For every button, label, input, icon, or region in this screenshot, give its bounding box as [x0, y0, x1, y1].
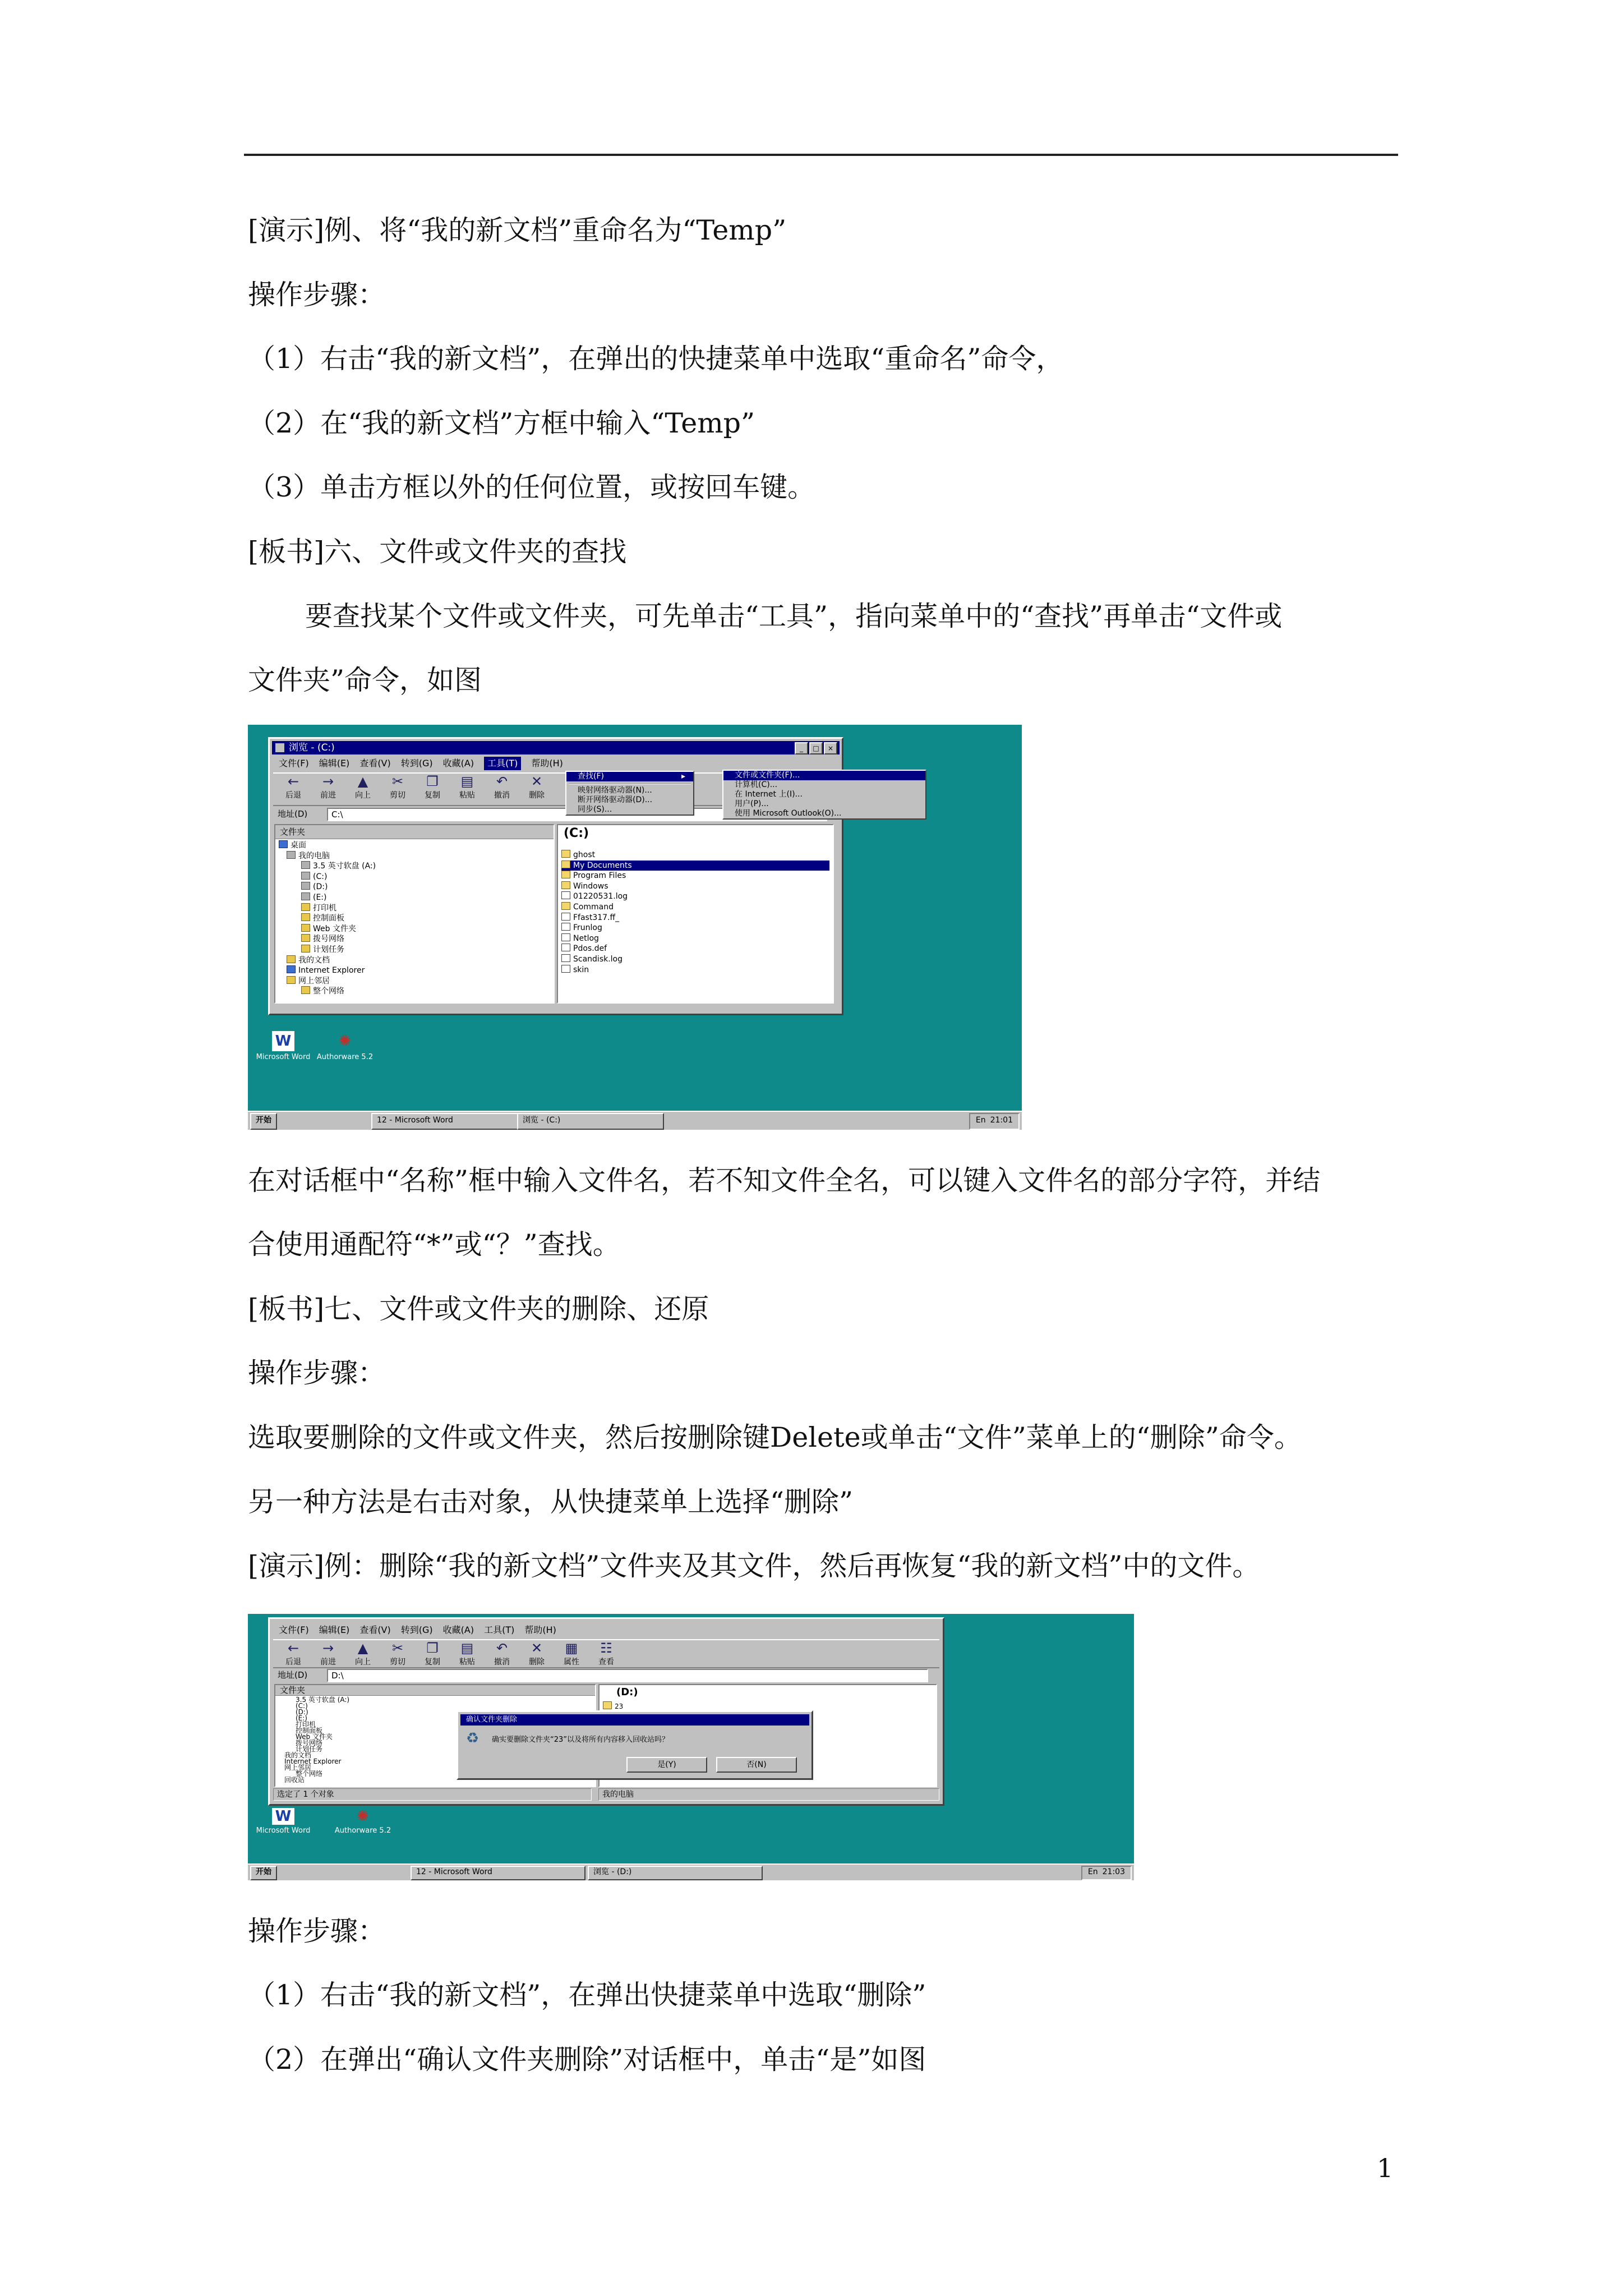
- window-titlebar: [272, 741, 840, 754]
- menu-bar: [273, 757, 838, 770]
- toolbar: [273, 1639, 939, 1668]
- tree-node[interactable]: Internet Explorer: [279, 965, 550, 976]
- properties-icon: ▦: [565, 1640, 578, 1656]
- file-item[interactable]: Windows: [561, 881, 829, 892]
- tree-node[interactable]: 回收站: [284, 1776, 305, 1784]
- menu-item-files-or-folders[interactable]: 文件或文件夹(F)...: [723, 771, 925, 780]
- menu-item-people[interactable]: 用户(P)...: [735, 799, 769, 808]
- file-item[interactable]: Pdos.def: [561, 944, 829, 954]
- text-line: 操作步骤：: [248, 1915, 386, 1947]
- properties-button[interactable]: ▦ 属性: [556, 1640, 587, 1667]
- file-item[interactable]: Frunlog: [561, 923, 829, 933]
- copy-icon: ❐: [426, 1640, 439, 1656]
- language-indicator[interactable]: En: [975, 1116, 986, 1125]
- scissors-icon: ✂: [391, 1640, 404, 1656]
- tree-node[interactable]: 整个网络: [296, 1770, 323, 1778]
- tree-node[interactable]: 3.5 英寸软盘 (A:): [296, 1696, 350, 1704]
- file-item[interactable]: Scandisk.log: [561, 954, 829, 965]
- no-button[interactable]: 否(N): [716, 1757, 797, 1773]
- back-button[interactable]: ← 后退: [278, 774, 309, 805]
- system-tray: [1081, 1866, 1132, 1880]
- file-item[interactable]: 01220531.log: [561, 891, 829, 902]
- tree-node[interactable]: 我的文档: [279, 955, 550, 966]
- forward-button[interactable]: → 前进: [312, 1640, 344, 1667]
- text-line: [演示]例、将“我的新文档”重命名为“Temp”: [248, 214, 787, 246]
- menu-go[interactable]: 转到(G): [400, 758, 433, 769]
- screenshot-delete-confirm: [248, 1614, 1134, 1880]
- address-label: 地址(D): [278, 1670, 308, 1680]
- clock: 21:03: [1102, 1867, 1125, 1876]
- address-input[interactable]: D:\: [327, 1669, 928, 1682]
- tree-node[interactable]: 拨号网络: [279, 934, 550, 945]
- undo-button[interactable]: ↶ 撤消: [486, 774, 518, 805]
- paste-icon: ▤: [460, 1640, 474, 1656]
- tree-node[interactable]: 打印机: [296, 1720, 316, 1728]
- menu-help[interactable]: 帮助(H): [524, 1625, 556, 1635]
- address-bar: [273, 1667, 939, 1683]
- menu-view[interactable]: 查看(V): [359, 758, 391, 769]
- delete-button[interactable]: ✕ 删除: [521, 1640, 552, 1667]
- start-button[interactable]: 开始: [250, 1113, 277, 1130]
- menu-edit[interactable]: 编辑(E): [319, 758, 350, 769]
- yes-button[interactable]: 是(Y): [626, 1757, 707, 1773]
- folder-tree-pane: [274, 824, 555, 1004]
- tree-node[interactable]: 拨号网络: [296, 1739, 323, 1747]
- back-button[interactable]: ← 后退: [278, 1640, 309, 1667]
- taskbar: [248, 1111, 1022, 1130]
- copy-button[interactable]: ❐ 复制: [417, 1640, 448, 1667]
- forward-arrow-icon: →: [322, 1640, 334, 1656]
- authorware-icon: ✺: [339, 1033, 351, 1050]
- text-line: 选取要删除的文件或文件夹，然后按删除键Delete或单击“文件”菜单上的“删除”命令。: [248, 1421, 1302, 1453]
- undo-button[interactable]: ↶ 撤消: [486, 1640, 518, 1667]
- back-arrow-icon: ←: [287, 1640, 299, 1656]
- text-line: （2）在弹出“确认文件夹删除”对话框中，单击“是”如图: [248, 2044, 926, 2076]
- close-button[interactable]: ×: [824, 742, 837, 754]
- tree-node[interactable]: Web 文件夹: [296, 1733, 333, 1741]
- desktop-icon-word[interactable]: W Microsoft Word: [252, 1031, 314, 1061]
- menu-item-disconnect-drive[interactable]: 断开网络驱动器(D)...: [578, 795, 653, 804]
- folder-tree: [275, 839, 554, 998]
- up-folder-icon: ▲: [357, 1640, 368, 1656]
- status-location: 我的电脑: [598, 1788, 939, 1801]
- scissors-icon: ✂: [391, 774, 404, 789]
- view-button[interactable]: ☷ 查看: [591, 1640, 622, 1667]
- taskbar-word-button[interactable]: 12 - Microsoft Word: [371, 1113, 518, 1130]
- tree-node[interactable]: 计划任务: [279, 945, 550, 955]
- forward-button[interactable]: → 前进: [312, 774, 344, 805]
- undo-icon: ↶: [496, 774, 508, 789]
- text-line: （1）右击“我的新文档”，在弹出快捷菜单中选取“删除”: [248, 1979, 926, 2011]
- status-selection: 选定了 1 个对象: [273, 1788, 592, 1801]
- file-item[interactable]: My Documents: [561, 861, 829, 871]
- menu-file[interactable]: 文件(F): [279, 758, 309, 769]
- tree-node[interactable]: Web 文件夹: [279, 924, 550, 935]
- tree-node[interactable]: (C:): [279, 872, 550, 882]
- window-title: 浏览 - (C:): [289, 742, 335, 753]
- tree-node[interactable]: 桌面: [279, 840, 550, 851]
- tree-node[interactable]: 我的文档: [284, 1751, 312, 1759]
- word-icon: W: [272, 1031, 294, 1051]
- start-button[interactable]: 开始: [250, 1866, 277, 1880]
- menu-file[interactable]: 文件(F): [279, 1625, 309, 1635]
- text-line: 要查找某个文件或文件夹，可先单击“工具”，指向菜单中的“查找”再单击“文件或: [305, 600, 1283, 632]
- menu-item-internet[interactable]: 在 Internet 上(I)...: [735, 790, 803, 799]
- menu-tools[interactable]: 工具(T): [484, 757, 521, 770]
- page-number: 1: [1377, 2153, 1394, 2183]
- file-item[interactable]: Netlog: [561, 933, 829, 944]
- tree-node[interactable]: 整个网络: [279, 986, 550, 997]
- menu-edit[interactable]: 编辑(E): [319, 1625, 350, 1635]
- text-line: （3）单击方框以外的任何位置，或按回车键。: [248, 471, 815, 503]
- drive-title: (C:): [564, 826, 589, 840]
- tree-node[interactable]: (D:): [296, 1708, 308, 1716]
- minimize-button[interactable]: _: [795, 742, 808, 754]
- desktop-icon-word[interactable]: W Microsoft Word: [256, 1808, 311, 1835]
- paste-icon: ▤: [460, 774, 474, 789]
- text-line: （1）右击“我的新文档”，在弹出的快捷菜单中选取“重命名”命令，: [248, 343, 1064, 375]
- back-arrow-icon: ←: [287, 774, 299, 789]
- menu-view[interactable]: 查看(V): [359, 1625, 391, 1635]
- address-input[interactable]: C:\: [327, 808, 827, 821]
- desktop-icon-authorware[interactable]: ✺ Authorware 5.2: [314, 1031, 376, 1061]
- taskbar-explorer-button[interactable]: 浏览 - (D:): [588, 1866, 763, 1880]
- delete-x-icon: ✕: [531, 774, 543, 789]
- file-item[interactable]: 23: [603, 1701, 933, 1710]
- word-icon: W: [272, 1808, 294, 1825]
- menu-favorites[interactable]: 收藏(A): [442, 758, 474, 769]
- confirm-delete-dialog: [457, 1710, 813, 1780]
- undo-icon: ↶: [496, 1640, 508, 1656]
- paste-button[interactable]: ▤ 粘贴: [451, 1640, 483, 1667]
- tree-node[interactable]: 3.5 英寸软盘 (A:): [279, 861, 550, 872]
- menu-separator: [569, 783, 691, 784]
- cut-button[interactable]: ✂ 剪切: [382, 774, 413, 805]
- taskbar: [248, 1864, 1134, 1880]
- tree-node[interactable]: 网上邻居: [279, 976, 550, 987]
- file-item[interactable]: Command: [561, 902, 829, 913]
- address-label: 地址(D): [278, 809, 308, 819]
- system-tray: [969, 1113, 1020, 1130]
- section-heading: [板书]六、文件或文件夹的查找: [248, 536, 627, 568]
- delete-x-icon: ✕: [531, 1640, 543, 1656]
- drive-title: (D:): [616, 1686, 638, 1698]
- tree-node[interactable]: (E:): [296, 1714, 307, 1722]
- up-button[interactable]: ▲ 向上: [347, 774, 379, 805]
- menu-favorites[interactable]: 收藏(A): [442, 1625, 474, 1635]
- folder-icon: [275, 743, 284, 752]
- recycle-bin-icon: ♻: [466, 1730, 479, 1747]
- find-submenu: [722, 770, 926, 820]
- menu-bar: [273, 1623, 939, 1637]
- tree-node[interactable]: Internet Explorer: [284, 1757, 342, 1765]
- tree-node[interactable]: 打印机: [279, 903, 550, 914]
- menu-item-find[interactable]: 查找(F) ▸: [566, 772, 693, 781]
- view-icon: ☷: [600, 1640, 612, 1656]
- cut-button[interactable]: ✂ 剪切: [382, 1640, 413, 1667]
- authorware-icon: ✺: [357, 1808, 369, 1825]
- menu-item-outlook[interactable]: 使用 Microsoft Outlook(O)...: [735, 809, 842, 818]
- taskbar-explorer-button[interactable]: 浏览 - (C:): [517, 1113, 664, 1130]
- tree-node[interactable]: (C:): [296, 1702, 308, 1710]
- tree-node[interactable]: 控制面板: [279, 913, 550, 924]
- copy-icon: ❐: [426, 774, 439, 789]
- maximize-button[interactable]: □: [809, 742, 823, 754]
- file-item[interactable]: ghost: [561, 850, 829, 861]
- menu-go[interactable]: 转到(G): [400, 1625, 433, 1635]
- desktop-icon-authorware[interactable]: ✺ Authorware 5.2: [334, 1808, 391, 1835]
- text-line: 合使用通配符“*”或“？”查找。: [248, 1228, 620, 1260]
- menu-item-computer[interactable]: 计算机(C)...: [735, 780, 778, 789]
- dialog-title: 确认文件夹删除: [460, 1714, 809, 1726]
- delete-button[interactable]: ✕ 删除: [521, 774, 552, 805]
- text-line: （2）在“我的新文档”方框中输入“Temp”: [248, 407, 755, 439]
- text-line: [演示]例：删除“我的新文档”文件夹及其文件，然后再恢复“我的新文档”中的文件。: [248, 1550, 1260, 1582]
- tree-node[interactable]: 控制面板: [296, 1727, 323, 1734]
- status-bar: [273, 1788, 939, 1802]
- screenshot-find-menu: [248, 725, 1022, 1130]
- tree-node[interactable]: 我的电脑: [279, 851, 550, 862]
- text-line: 操作步骤：: [248, 279, 386, 311]
- file-item[interactable]: Program Files: [561, 871, 829, 881]
- header-rule: [244, 154, 1398, 156]
- tree-node[interactable]: (D:): [279, 882, 550, 892]
- menu-item-sync[interactable]: 同步(S)...: [578, 805, 612, 814]
- file-list-pane: [557, 824, 834, 1004]
- text-line: 文件夹”命令，如图: [248, 664, 482, 696]
- up-folder-icon: ▲: [357, 774, 368, 789]
- file-item[interactable]: Ffast317.ff_: [561, 913, 829, 923]
- copy-button[interactable]: ❐ 复制: [417, 774, 448, 805]
- tree-node[interactable]: (E:): [279, 892, 550, 903]
- text-line: 操作步骤：: [248, 1357, 386, 1389]
- menu-item-map-drive[interactable]: 映射网络驱动器(N)...: [578, 786, 652, 795]
- tree-node[interactable]: 网上邻居: [284, 1764, 312, 1772]
- paste-button[interactable]: ▤ 粘贴: [451, 774, 483, 805]
- menu-help[interactable]: 帮助(H): [531, 758, 563, 769]
- text-line: 另一种方法是右击对象，从快捷菜单上选择“删除”: [248, 1486, 854, 1518]
- folders-header: 文件夹: [275, 1685, 595, 1696]
- folders-header: 文件夹: [275, 825, 554, 839]
- language-indicator[interactable]: En: [1087, 1867, 1098, 1876]
- up-button[interactable]: ▲ 向上: [347, 1640, 379, 1667]
- dialog-message: 确实要删除文件夹“23”以及将所有内容移入回收站吗？: [492, 1736, 670, 1744]
- section-heading: [板书]七、文件或文件夹的删除、还原: [248, 1293, 709, 1325]
- menu-tools[interactable]: 工具(T): [484, 1625, 515, 1635]
- tree-node[interactable]: 计划任务: [296, 1745, 323, 1753]
- file-item[interactable]: skin: [561, 965, 829, 976]
- clock: 21:01: [990, 1116, 1013, 1125]
- text-line: 在对话框中“名称”框中输入文件名，若不知文件全名，可以键入文件名的部分字符，并结: [248, 1165, 1321, 1197]
- tools-menu: [565, 771, 694, 816]
- taskbar-word-button[interactable]: 12 - Microsoft Word: [411, 1866, 585, 1880]
- file-list: [558, 848, 833, 977]
- forward-arrow-icon: →: [322, 774, 334, 789]
